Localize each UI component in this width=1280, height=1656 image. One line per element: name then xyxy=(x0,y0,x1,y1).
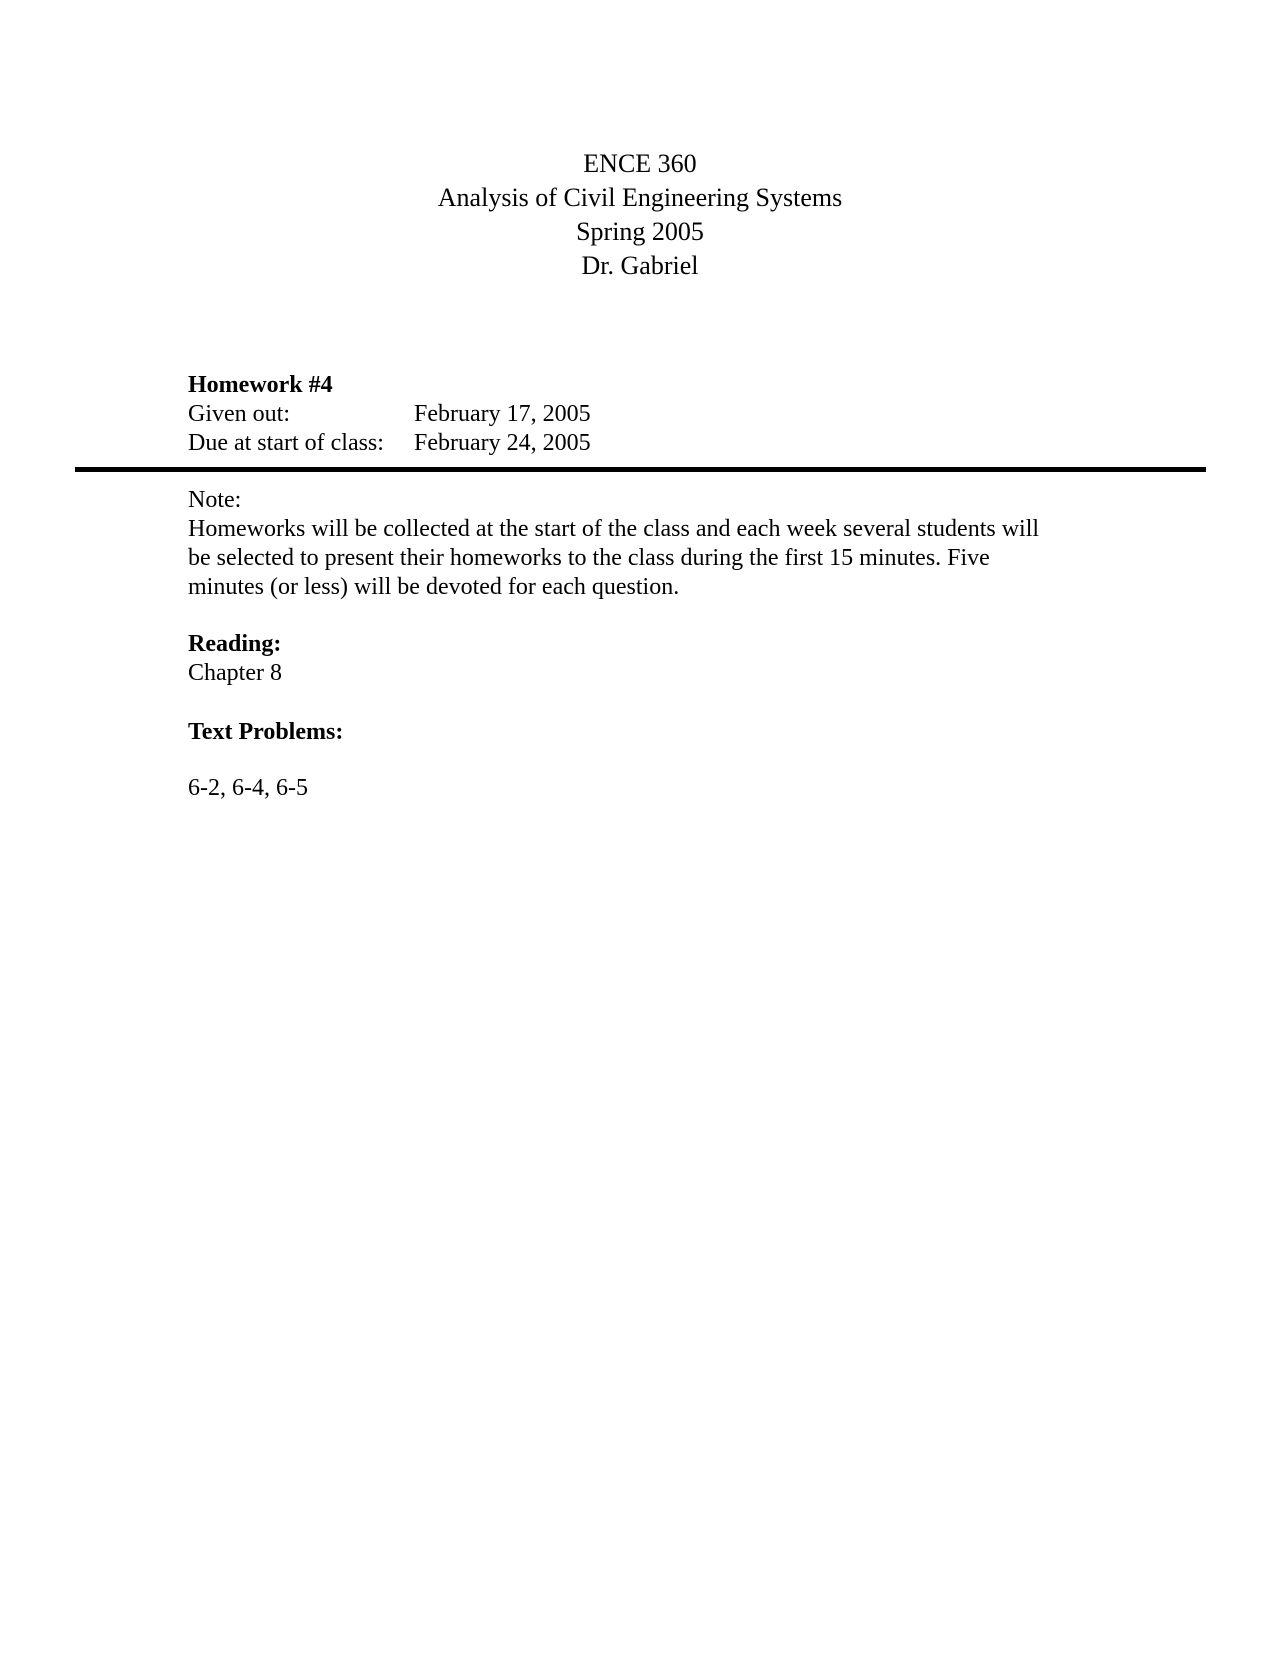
note-line-3: minutes (or less) will be devoted for each question. xyxy=(188,574,680,600)
horizontal-rule xyxy=(75,467,1206,472)
course-code: ENCE 360 xyxy=(583,149,697,178)
given-out-row xyxy=(188,400,591,429)
given-out-label: Given out: xyxy=(188,401,290,427)
note-line-2: be selected to present their homeworks to the class during the first 15 minutes. Five xyxy=(188,545,990,571)
reading-text: Chapter 8 xyxy=(188,660,282,686)
note-label: Note: xyxy=(188,487,242,513)
reading-heading: Reading: xyxy=(188,631,282,657)
term: Spring 2005 xyxy=(576,217,704,246)
problems-text: 6-2, 6-4, 6-5 xyxy=(188,775,308,801)
given-out-date: February 17, 2005 xyxy=(414,401,591,427)
assignment-info xyxy=(188,371,591,458)
course-title: Analysis of Civil Engineering Systems xyxy=(437,183,843,212)
instructor: Dr. Gabriel xyxy=(581,251,699,280)
due-date-row xyxy=(188,429,591,458)
due-date: February 24, 2005 xyxy=(414,430,591,456)
due-date-label: Due at start of class: xyxy=(188,430,384,456)
problems-heading: Text Problems: xyxy=(188,719,344,745)
document-body xyxy=(188,486,1108,803)
note-line-1: Homeworks will be collected at the start of the class and each week several students will xyxy=(188,516,1040,542)
assignment-title: Homework #4 xyxy=(188,372,333,398)
document-header xyxy=(0,147,1280,283)
